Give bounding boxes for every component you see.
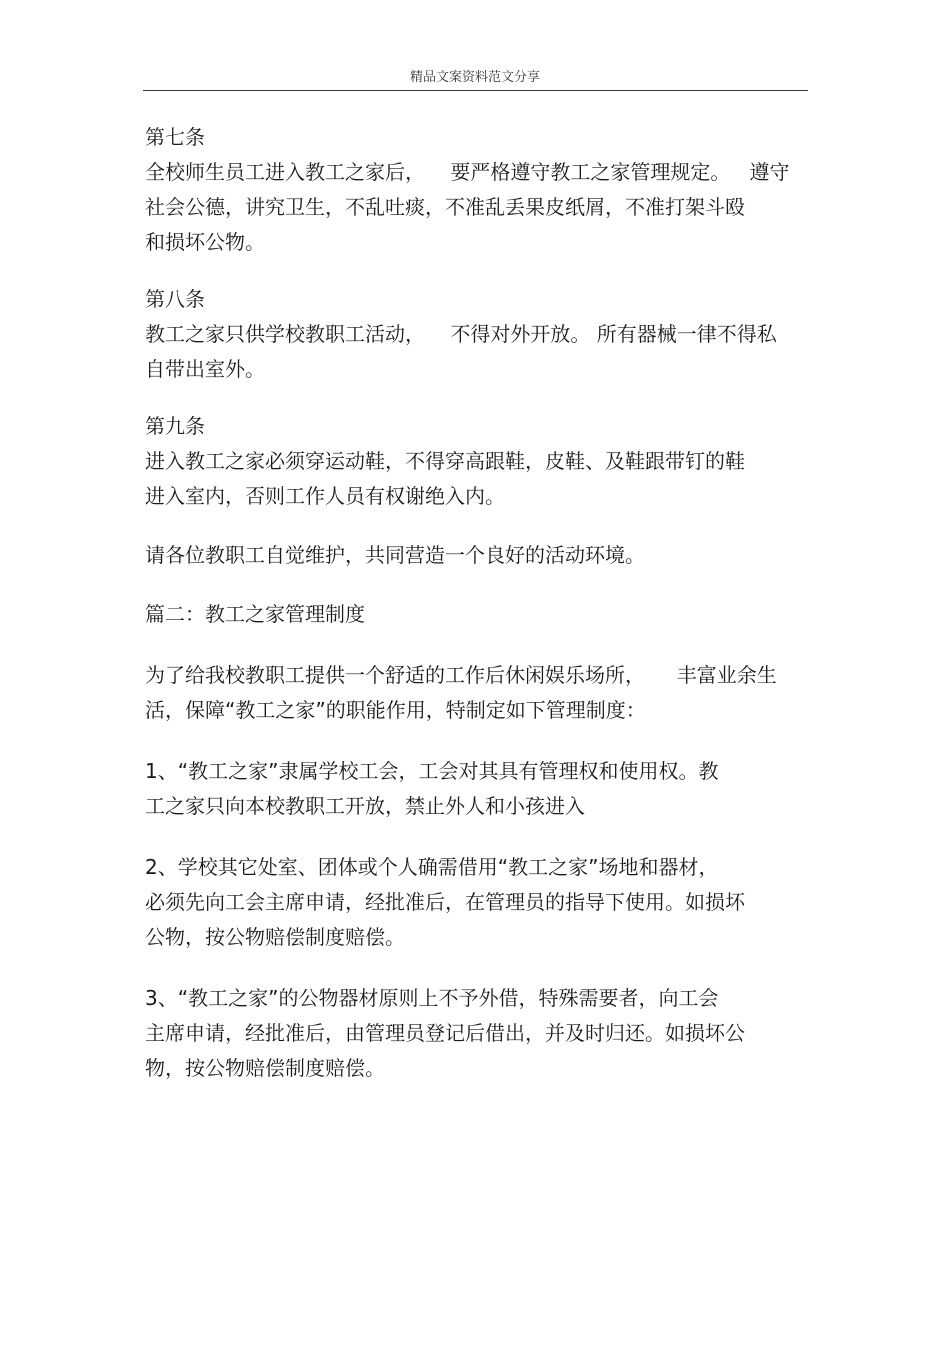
intro-paragraph: [145, 658, 810, 728]
header-rule: [143, 90, 808, 91]
paragraph-line: 自带出室外。: [145, 357, 265, 381]
paragraph-line: 1、“教工之家”隶属学校工会，工会对其具有管理权和使用权。教: [145, 759, 719, 783]
paragraph-line: 为了给我校教职工提供一个舒适的工作后休闲娱乐场所， 丰富业余生: [145, 663, 777, 687]
document-body: [145, 120, 810, 1086]
rule-item-3: [145, 981, 810, 1086]
paragraph-line: 2、学校其它处室、团体或个人确需借用“教工之家”场地和器材，: [145, 855, 719, 879]
paragraph-line: 社会公德，讲究卫生，不乱吐痰，不准乱丢果皮纸屑，不准打架斗殴: [145, 195, 745, 219]
rule-item-1: [145, 754, 810, 824]
article-title: 第九条: [145, 414, 205, 438]
section-title: 篇二：教工之家管理制度: [145, 602, 365, 626]
paragraph-line: 和损坏公物。: [145, 230, 265, 254]
paragraph-line: 活，保障“教工之家”的职能作用，特制定如下管理制度：: [145, 698, 646, 722]
paragraph-line: 必须先向工会主席申请，经批准后，在管理员的指导下使用。如损坏: [145, 890, 745, 914]
paragraph-line: 进入室内，否则工作人员有权谢绝入内。: [145, 484, 505, 508]
paragraph-line: 公物，按公物赔偿制度赔偿。: [145, 925, 405, 949]
article-title: 第七条: [145, 125, 205, 149]
paragraph-line: 物，按公物赔偿制度赔偿。: [145, 1056, 385, 1080]
paragraph-line: 3、“教工之家”的公物器材原则上不予外借，特殊需要者，向工会: [145, 986, 719, 1010]
closing-paragraph: 请各位教职工自觉维护，共同营造一个良好的活动环境。: [145, 543, 645, 567]
article-7: [145, 120, 810, 260]
paragraph-line: 全校师生员工进入教工之家后， 要严格遵守教工之家管理规定。 遵守: [145, 160, 790, 184]
article-title: 第八条: [145, 287, 205, 311]
paragraph-line: 工之家只向本校教职工开放，禁止外人和小孩进入: [145, 794, 585, 818]
page-header: 精品文案资料范文分享: [409, 70, 540, 85]
paragraph-line: 主席申请，经批准后，由管理员登记后借出，并及时归还。如损坏公: [145, 1021, 745, 1045]
rule-item-2: [145, 850, 810, 955]
article-9: [145, 409, 810, 514]
article-8: [145, 282, 810, 387]
paragraph-line: 教工之家只供学校教职工活动， 不得对外开放。 所有器械一律不得私: [145, 322, 777, 346]
paragraph-line: 进入教工之家必须穿运动鞋，不得穿高跟鞋，皮鞋、及鞋跟带钉的鞋: [145, 449, 745, 473]
